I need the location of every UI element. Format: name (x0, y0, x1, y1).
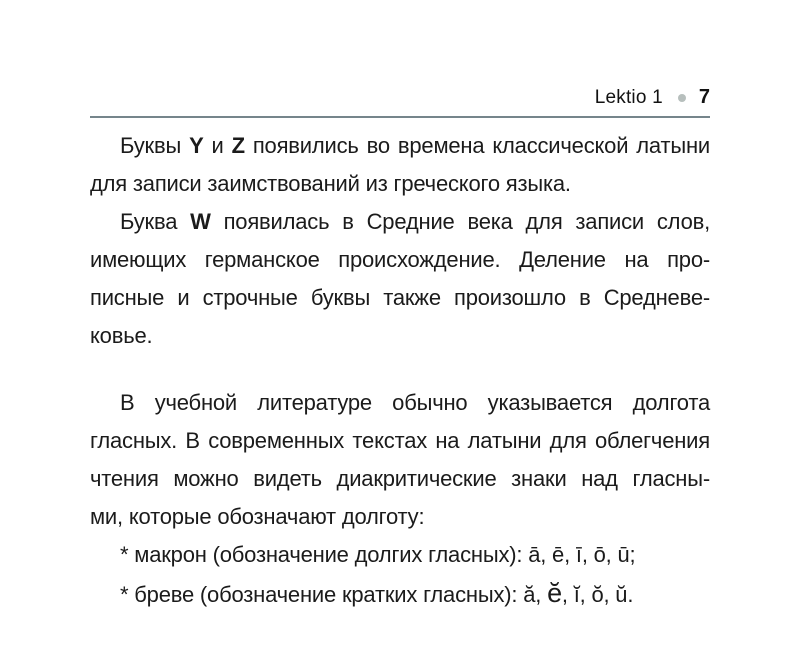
text-segment: появилась в Средние века для записи слов, (210, 209, 711, 234)
lesson-label: Lektio 1 (594, 86, 663, 108)
text-line (90, 422, 710, 460)
text-line (90, 460, 710, 498)
text-line (90, 203, 710, 241)
text-segment: Z (231, 133, 245, 158)
running-head (90, 86, 710, 118)
text-segment: имеющих германское происхождение. Деление на про- (90, 247, 710, 272)
text-segment: , ĭ, ŏ, ŭ. (561, 582, 634, 607)
body-text (90, 127, 710, 614)
text-segment: Буква (120, 209, 191, 234)
text-segment: ĕ (547, 578, 562, 608)
text-segment: гласных. В современных текстах на латыни для облегчения (90, 428, 710, 453)
text-line (90, 127, 710, 165)
text-segment: ковье. (90, 323, 153, 348)
text-segment: В учебной литературе обычно указывается долгота (120, 390, 710, 415)
text-line (90, 498, 710, 536)
paragraph-letters-yz (90, 127, 710, 203)
text-segment: Y (189, 133, 204, 158)
separator-dot-icon (678, 94, 686, 102)
text-line (90, 384, 710, 422)
text-segment: для записи заимствований из греческого языка. (90, 171, 571, 196)
text-segment: ми, которые обозначают долготу: (90, 504, 425, 529)
text-line (90, 165, 710, 203)
text-segment: Буквы (120, 133, 190, 158)
diacritics-list (90, 536, 710, 614)
paragraph-letter-w (90, 203, 710, 355)
text-segment: и (203, 133, 232, 158)
text-line (90, 317, 710, 355)
list-item-breve (90, 574, 710, 614)
text-segment: чтения можно видеть диакритические знаки над гласны- (90, 466, 710, 491)
text-segment: писные и строчные буквы также произошло в Средневе- (90, 285, 710, 310)
text-segment: * макрон (обозначение долгих гласных): ā, ē, ī, ō, ū; (120, 542, 636, 567)
paragraph-vowel-length (90, 384, 710, 536)
text-block (90, 86, 710, 614)
text-line (90, 241, 710, 279)
text-segment: W (190, 209, 211, 234)
text-line (90, 279, 710, 317)
text-segment: появились во времена классической латыни (244, 133, 710, 158)
text-segment: * бреве (обозначение кратких гласных): ă, (120, 582, 548, 607)
list-item-macron (90, 536, 710, 574)
page-number: 7 (698, 86, 710, 108)
